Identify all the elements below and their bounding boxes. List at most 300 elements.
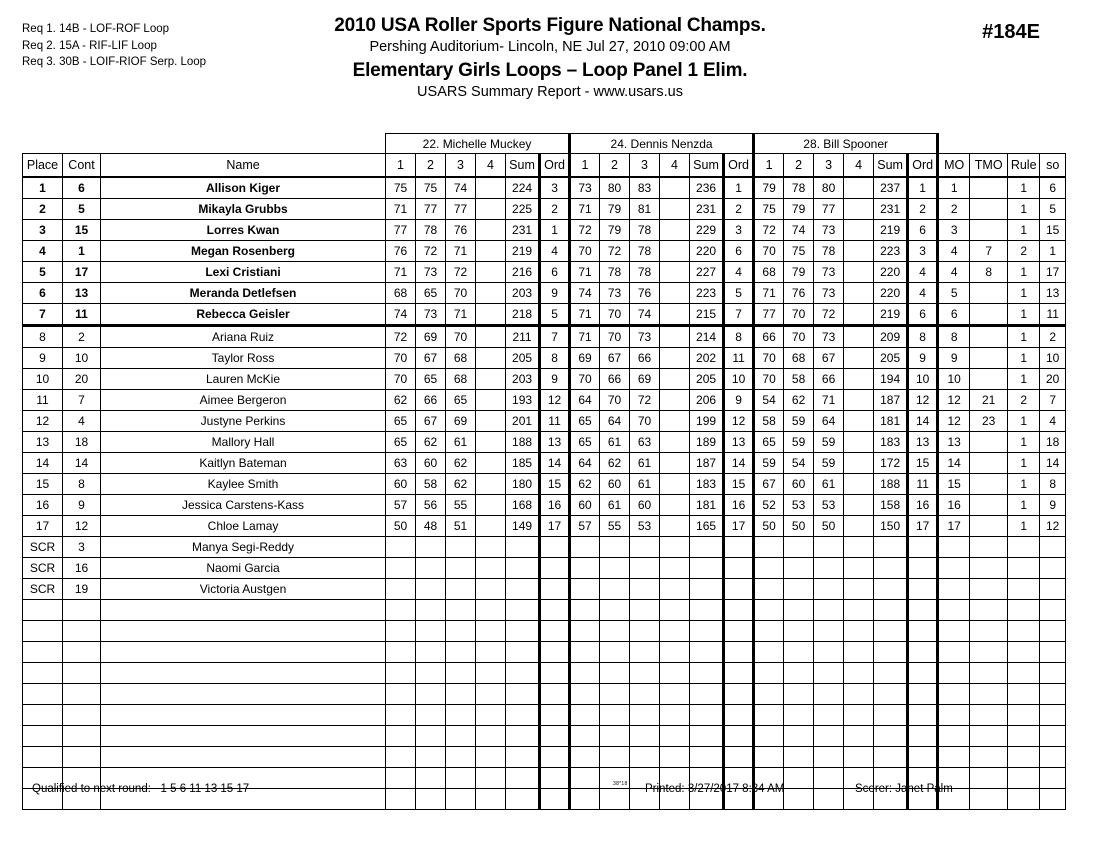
cell-j2-trial3 (630, 600, 660, 621)
cell-rule (1008, 537, 1040, 558)
cell-j3-trial1 (754, 726, 784, 747)
cell-j3-ord: 6 (908, 220, 938, 241)
cell-j2-trial4 (660, 390, 690, 411)
cell-rule: 1 (1008, 411, 1040, 432)
cell-j2-trial1: 65 (570, 411, 600, 432)
table-row[interactable] (23, 390, 1066, 411)
cell-j1-ord (540, 642, 570, 663)
cell-j1-trial1 (386, 663, 416, 684)
cell-j1-trial3 (446, 684, 476, 705)
cell-j2-ord (724, 621, 754, 642)
cell-j3-trial4 (844, 304, 874, 326)
cell-so (1040, 579, 1066, 600)
cell-j2-trial4 (660, 642, 690, 663)
cell-mo: 3 (938, 220, 970, 241)
cell-place: 11 (23, 390, 63, 411)
cell-j2-ord (724, 684, 754, 705)
cell-j1-sum (506, 705, 540, 726)
cell-tmo (970, 726, 1008, 747)
cell-j3-trial1 (754, 558, 784, 579)
cell-j1-trial1: 65 (386, 411, 416, 432)
cell-j3-sum: 172 (874, 453, 908, 474)
cell-j1-trial2: 73 (416, 304, 446, 326)
cell-j2-trial4 (660, 369, 690, 390)
cell-j2-trial4 (660, 453, 690, 474)
cell-j1-trial4 (476, 348, 506, 369)
cell-j1-ord: 14 (540, 453, 570, 474)
cell-j3-sum (874, 579, 908, 600)
table-row[interactable] (23, 348, 1066, 369)
cell-j3-trial1: 68 (754, 262, 784, 283)
cell-j1-trial1: 60 (386, 474, 416, 495)
cell-j2-trial2: 67 (600, 348, 630, 369)
col-head-j1-t4: 4 (476, 154, 506, 178)
cell-j1-trial4 (476, 579, 506, 600)
cell-j2-sum (690, 747, 724, 768)
cell-name (101, 642, 386, 663)
cell-j3-trial1: 77 (754, 304, 784, 326)
cell-j1-ord: 5 (540, 304, 570, 326)
cell-so (1040, 684, 1066, 705)
cell-j1-ord: 9 (540, 283, 570, 304)
cell-j3-ord (908, 642, 938, 663)
cell-j3-trial3 (814, 537, 844, 558)
table-row-blank[interactable] (23, 600, 1066, 621)
cell-j1-trial4 (476, 747, 506, 768)
cell-j1-sum: 211 (506, 326, 540, 348)
cell-name: Victoria Austgen (101, 579, 386, 600)
table-row-blank[interactable] (23, 684, 1066, 705)
col-head-j3-ord: Ord (908, 154, 938, 178)
cell-j1-trial2: 65 (416, 283, 446, 304)
table-row[interactable] (23, 411, 1066, 432)
cell-cont (63, 747, 101, 768)
cell-j1-trial2: 62 (416, 432, 446, 453)
cell-j1-trial1 (386, 684, 416, 705)
cell-j3-ord: 3 (908, 241, 938, 262)
cell-j2-trial2 (600, 537, 630, 558)
cell-j2-sum (690, 663, 724, 684)
cell-j1-trial1: 70 (386, 369, 416, 390)
cell-j2-sum: 223 (690, 283, 724, 304)
cell-j1-trial4 (476, 177, 506, 199)
cell-j2-ord: 8 (724, 326, 754, 348)
cell-j3-trial4 (844, 348, 874, 369)
cell-j2-trial3: 78 (630, 241, 660, 262)
cell-j3-sum (874, 726, 908, 747)
cell-name (101, 705, 386, 726)
cell-j1-ord (540, 726, 570, 747)
cell-j3-trial2: 70 (784, 304, 814, 326)
cell-j1-trial3: 65 (446, 390, 476, 411)
cell-j1-sum: 201 (506, 411, 540, 432)
cell-j3-trial4 (844, 241, 874, 262)
cell-name: Kaylee Smith (101, 474, 386, 495)
cell-j3-trial4 (844, 220, 874, 241)
cell-j1-trial1: 75 (386, 177, 416, 199)
cell-so: 18 (1040, 432, 1066, 453)
cell-place: 5 (23, 262, 63, 283)
cell-so: 4 (1040, 411, 1066, 432)
cell-j3-trial3: 53 (814, 495, 844, 516)
cell-so: 9 (1040, 495, 1066, 516)
cell-j1-sum: 188 (506, 432, 540, 453)
cell-j2-trial1 (570, 642, 600, 663)
cell-j1-trial2 (416, 684, 446, 705)
cell-j3-trial1 (754, 705, 784, 726)
cell-j2-sum: 183 (690, 474, 724, 495)
cell-cont: 9 (63, 495, 101, 516)
cell-j1-trial1 (386, 558, 416, 579)
cell-j1-ord: 15 (540, 474, 570, 495)
cell-j2-trial4 (660, 283, 690, 304)
cell-name: Lorres Kwan (101, 220, 386, 241)
cell-j1-trial4 (476, 262, 506, 283)
cell-cont: 15 (63, 220, 101, 241)
cell-j3-ord (908, 726, 938, 747)
cell-j3-ord (908, 684, 938, 705)
cell-j3-trial3 (814, 726, 844, 747)
cell-j3-ord: 4 (908, 262, 938, 283)
cell-j3-ord: 12 (908, 390, 938, 411)
cell-j3-trial1: 79 (754, 177, 784, 199)
cell-name: Jessica Carstens-Kass (101, 495, 386, 516)
cell-j3-sum: 223 (874, 241, 908, 262)
cell-j2-trial3: 70 (630, 411, 660, 432)
cell-rule: 1 (1008, 495, 1040, 516)
cell-j3-sum (874, 600, 908, 621)
cell-j3-sum (874, 747, 908, 768)
cell-j2-ord: 3 (724, 220, 754, 241)
cell-j2-trial1: 64 (570, 453, 600, 474)
cell-j2-trial3: 74 (630, 304, 660, 326)
col-head-j3-t1: 1 (754, 154, 784, 178)
cell-j2-trial2 (600, 705, 630, 726)
cell-j2-ord (724, 642, 754, 663)
table-row[interactable] (23, 283, 1066, 304)
cell-j2-trial1: 64 (570, 390, 600, 411)
cell-j3-ord (908, 705, 938, 726)
cell-j2-trial3 (630, 642, 660, 663)
cell-j1-sum: 231 (506, 220, 540, 241)
col-head-j2-t4: 4 (660, 154, 690, 178)
cell-j3-trial2: 54 (784, 453, 814, 474)
cell-j1-sum: 224 (506, 177, 540, 199)
cell-j2-trial2 (600, 621, 630, 642)
cell-j2-trial4 (660, 726, 690, 747)
cell-j2-ord: 4 (724, 262, 754, 283)
cell-j2-ord (724, 663, 754, 684)
cell-tmo (970, 621, 1008, 642)
cell-j1-sum (506, 579, 540, 600)
cell-j3-sum: 219 (874, 220, 908, 241)
col-head-so: so (1040, 154, 1066, 178)
cell-j3-sum: 150 (874, 516, 908, 537)
cell-j1-ord: 8 (540, 348, 570, 369)
cell-j2-trial2: 64 (600, 411, 630, 432)
cell-so: 14 (1040, 453, 1066, 474)
cell-j3-trial4 (844, 326, 874, 348)
cell-j1-trial4 (476, 241, 506, 262)
cell-j3-trial3: 64 (814, 411, 844, 432)
cell-so (1040, 537, 1066, 558)
cell-j2-sum (690, 600, 724, 621)
col-head-place: Place (23, 154, 63, 178)
cell-j2-trial4 (660, 558, 690, 579)
cell-j3-trial3: 73 (814, 220, 844, 241)
cell-j2-trial2: 62 (600, 453, 630, 474)
cell-j3-trial1 (754, 621, 784, 642)
cell-mo: 6 (938, 304, 970, 326)
cell-rule: 1 (1008, 348, 1040, 369)
table-row[interactable] (23, 474, 1066, 495)
cell-j1-sum: 185 (506, 453, 540, 474)
table-row-blank[interactable] (23, 642, 1066, 663)
cell-j2-sum: 181 (690, 495, 724, 516)
cell-j2-trial4 (660, 220, 690, 241)
cell-rule: 2 (1008, 241, 1040, 262)
cell-j2-trial1: 71 (570, 326, 600, 348)
cell-j3-sum (874, 663, 908, 684)
col-head-cont: Cont (63, 154, 101, 178)
cell-mo: 12 (938, 390, 970, 411)
cell-j1-trial2: 65 (416, 369, 446, 390)
cell-j2-trial1: 57 (570, 516, 600, 537)
cell-name: Rebecca Geisler (101, 304, 386, 326)
cell-j1-ord: 12 (540, 390, 570, 411)
cell-j2-trial2: 55 (600, 516, 630, 537)
cell-j1-sum: 216 (506, 262, 540, 283)
cell-mo (938, 558, 970, 579)
cell-j2-trial4 (660, 684, 690, 705)
cell-j2-trial3 (630, 726, 660, 747)
cell-j3-trial2: 53 (784, 495, 814, 516)
competition-title: 2010 USA Roller Sports Figure National Champs. (334, 15, 766, 36)
cell-place: 10 (23, 369, 63, 390)
cell-j1-sum: 193 (506, 390, 540, 411)
cell-j3-trial3: 59 (814, 453, 844, 474)
cell-j2-trial1: 62 (570, 474, 600, 495)
cell-j3-ord: 11 (908, 474, 938, 495)
cell-j1-sum (506, 663, 540, 684)
table-row[interactable] (23, 262, 1066, 283)
cell-j2-ord: 16 (724, 495, 754, 516)
cell-j2-trial2: 80 (600, 177, 630, 199)
cell-j3-trial1 (754, 747, 784, 768)
cell-j3-trial2: 70 (784, 326, 814, 348)
cell-j2-sum: 220 (690, 241, 724, 262)
cell-j2-ord: 10 (724, 369, 754, 390)
cell-cont: 20 (63, 369, 101, 390)
cell-j2-trial3: 63 (630, 432, 660, 453)
cell-j3-trial4 (844, 516, 874, 537)
cell-j3-trial4 (844, 642, 874, 663)
cell-j1-trial2: 66 (416, 390, 446, 411)
cell-j2-trial4 (660, 199, 690, 220)
scorer-name: Scorer: Janet Palm (855, 783, 953, 795)
col-head-j3-t4: 4 (844, 154, 874, 178)
cell-j3-ord: 13 (908, 432, 938, 453)
cell-j3-trial1: 71 (754, 283, 784, 304)
cell-j2-trial3 (630, 579, 660, 600)
table-row[interactable] (23, 369, 1066, 390)
cell-j2-sum (690, 684, 724, 705)
cell-j1-trial3 (446, 726, 476, 747)
cell-j3-sum (874, 537, 908, 558)
cell-j1-trial4 (476, 411, 506, 432)
judge-banner-row (23, 134, 1066, 154)
cell-j2-sum (690, 642, 724, 663)
cell-j3-sum: 158 (874, 495, 908, 516)
cell-j1-trial3: 62 (446, 474, 476, 495)
cell-j1-trial4 (476, 705, 506, 726)
cell-so: 17 (1040, 262, 1066, 283)
cell-j2-trial3: 73 (630, 326, 660, 348)
cell-j3-trial3: 78 (814, 241, 844, 262)
table-row-blank[interactable] (23, 726, 1066, 747)
table-row[interactable] (23, 495, 1066, 516)
cell-rule (1008, 621, 1040, 642)
cell-rule (1008, 726, 1040, 747)
cell-rule: 1 (1008, 262, 1040, 283)
cell-j2-ord: 17 (724, 516, 754, 537)
judge-label-3: 28. Bill Spooner (754, 134, 938, 154)
cell-j2-trial2: 60 (600, 474, 630, 495)
cell-name: Mikayla Grubbs (101, 199, 386, 220)
table-row[interactable] (23, 220, 1066, 241)
table-row[interactable] (23, 516, 1066, 537)
table-row[interactable] (23, 326, 1066, 348)
cell-j2-trial2 (600, 579, 630, 600)
cell-j2-trial2: 70 (600, 390, 630, 411)
cell-j2-ord: 11 (724, 348, 754, 369)
cell-j3-trial2 (784, 621, 814, 642)
table-row[interactable] (23, 241, 1066, 262)
cell-j1-trial4 (476, 684, 506, 705)
col-head-j2-t1: 1 (570, 154, 600, 178)
cell-j2-trial3: 78 (630, 220, 660, 241)
cell-j1-trial4 (476, 326, 506, 348)
cell-mo (938, 747, 970, 768)
cell-j2-trial1 (570, 684, 600, 705)
cell-j1-ord (540, 747, 570, 768)
cell-j3-ord (908, 537, 938, 558)
table-row[interactable] (23, 304, 1066, 326)
cell-j3-trial4 (844, 558, 874, 579)
cell-j2-trial3 (630, 621, 660, 642)
results-table (22, 133, 1066, 810)
cell-j1-trial4 (476, 642, 506, 663)
col-head-j1-t3: 3 (446, 154, 476, 178)
cell-name: Megan Rosenberg (101, 241, 386, 262)
cell-j2-ord (724, 705, 754, 726)
cell-j1-trial2: 72 (416, 241, 446, 262)
cell-j1-trial3: 77 (446, 199, 476, 220)
cell-j3-trial1: 66 (754, 326, 784, 348)
cell-rule: 1 (1008, 177, 1040, 199)
table-row[interactable] (23, 199, 1066, 220)
cell-j3-sum (874, 705, 908, 726)
cell-tmo (970, 558, 1008, 579)
cell-so: 1 (1040, 241, 1066, 262)
cell-j3-trial4 (844, 663, 874, 684)
cell-place: 2 (23, 199, 63, 220)
cell-rule (1008, 642, 1040, 663)
cell-j3-trial4 (844, 369, 874, 390)
cell-j2-trial3 (630, 705, 660, 726)
cell-name: Allison Kiger (101, 177, 386, 199)
cell-j3-trial1: 67 (754, 474, 784, 495)
cell-j3-trial1: 58 (754, 411, 784, 432)
table-row[interactable] (23, 558, 1066, 579)
cell-j1-trial4 (476, 537, 506, 558)
cell-j1-trial1 (386, 642, 416, 663)
cell-cont (63, 684, 101, 705)
cell-j1-sum: 205 (506, 348, 540, 369)
cell-j2-trial1 (570, 663, 600, 684)
cell-so: 10 (1040, 348, 1066, 369)
table-row[interactable] (23, 432, 1066, 453)
cell-place: 1 (23, 177, 63, 199)
table-row-blank[interactable] (23, 621, 1066, 642)
cell-j1-sum (506, 621, 540, 642)
cell-j2-trial3: 69 (630, 369, 660, 390)
cell-tmo (970, 600, 1008, 621)
cell-j3-trial3: 66 (814, 369, 844, 390)
cell-j1-trial2 (416, 600, 446, 621)
cell-j3-trial2: 78 (784, 177, 814, 199)
cell-mo: 2 (938, 199, 970, 220)
table-row-blank[interactable] (23, 747, 1066, 768)
cell-j1-trial1: 76 (386, 241, 416, 262)
event-number: #184E (982, 21, 1040, 43)
table-row[interactable] (23, 537, 1066, 558)
cell-j3-sum: 188 (874, 474, 908, 495)
col-head-j2-t3: 3 (630, 154, 660, 178)
table-row[interactable] (23, 453, 1066, 474)
cell-j1-trial4 (476, 621, 506, 642)
cell-so (1040, 789, 1066, 810)
table-row-blank[interactable] (23, 705, 1066, 726)
cell-j2-trial1 (570, 600, 600, 621)
page-header (0, 0, 1100, 118)
cell-j3-ord: 2 (908, 199, 938, 220)
cell-cont: 12 (63, 516, 101, 537)
cell-cont: 5 (63, 199, 101, 220)
table-row[interactable] (23, 177, 1066, 199)
cell-mo: 15 (938, 474, 970, 495)
cell-j1-trial2 (416, 558, 446, 579)
cell-j1-trial1 (386, 747, 416, 768)
cell-j3-sum: 205 (874, 348, 908, 369)
cell-j2-trial1: 70 (570, 369, 600, 390)
cell-j3-trial4 (844, 684, 874, 705)
cell-j3-ord: 1 (908, 177, 938, 199)
cell-tmo (970, 684, 1008, 705)
table-row[interactable] (23, 579, 1066, 600)
cell-j2-trial2: 73 (600, 283, 630, 304)
cell-j3-sum: 187 (874, 390, 908, 411)
cell-j3-trial2: 79 (784, 199, 814, 220)
cell-j3-trial2 (784, 600, 814, 621)
cell-place: SCR (23, 579, 63, 600)
cell-j3-trial2: 59 (784, 432, 814, 453)
cell-cont: 14 (63, 453, 101, 474)
table-row-blank[interactable] (23, 663, 1066, 684)
cell-j1-trial2 (416, 726, 446, 747)
cell-place (23, 684, 63, 705)
cell-cont (63, 726, 101, 747)
